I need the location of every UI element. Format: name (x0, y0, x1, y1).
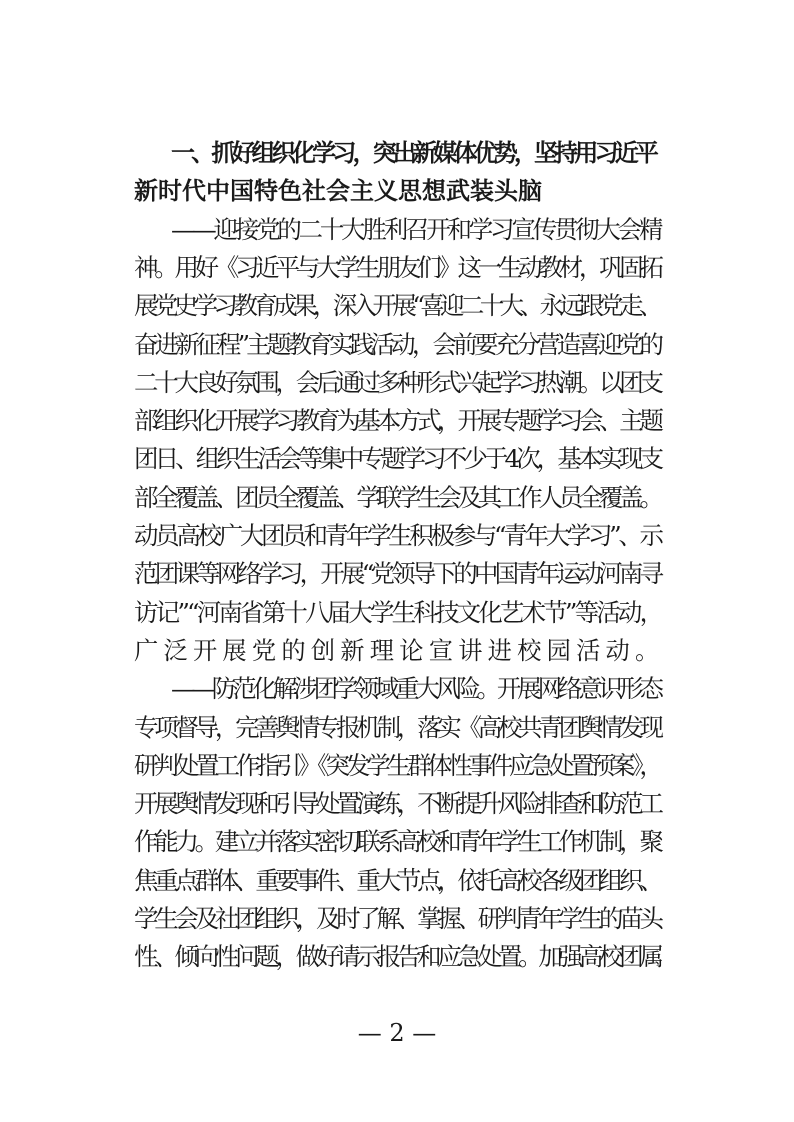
paragraph-line: ——防范化解涉团学领域重大风险。开展网络意识形态 (171, 674, 660, 703)
paragraph-line: ——迎接党的二十大胜利召开和学习宣传贯彻大会精 (171, 215, 661, 244)
paragraph-line: 广泛开展党的创新理论宣讲进校园活动。 (134, 636, 665, 665)
heading-line: 一、抓好组织化学习，突出新媒体优势，坚持用习近平 (171, 139, 656, 167)
paragraph-line: 专项督导，完善舆情专报机制，落实《高校共青团舆情发现 (134, 713, 660, 742)
paragraph-line: 焦重点群体、重要事件、重大节点，依托高校各级团组织、 (134, 866, 660, 895)
paragraph-line: 二十大良好氛围，会后通过多种形式兴起学习热潮。以团支 (134, 368, 660, 397)
paragraph-line: 范团课等网络学习，开展“党领导下的中国青年运动河南寻 (134, 559, 661, 588)
paragraph-line: 神。用好《习近平与大学生朋友们》这一生动教材，巩固拓 (134, 253, 660, 282)
paragraph-line: 奋进新征程”主题教育实践活动，会前要充分营造喜迎党的 (134, 330, 661, 359)
paragraph-line: 访记”“河南省第十八届大学生科技文化艺术节”等活动， (134, 598, 662, 627)
paragraph-line: 团日、组织生活会等集中专题学习不少于4次，基本实现支 (134, 444, 661, 473)
paragraph-line: 展党史学习教育成果，深入开展“喜迎二十大、永远跟党走、 (134, 291, 659, 320)
paragraph-line: 动员高校广大团员和青年学生积极参与“青年大学习”、示 (134, 521, 661, 550)
heading-line: 新时代中国特色社会主义思想武装头脑 (134, 177, 542, 205)
paragraph-line: 开展舆情发现和引导处置演练，不断提升风险排查和防范工 (134, 789, 660, 818)
page-number: — 2 — (357, 1019, 437, 1047)
paragraph-line: 部全覆盖、团员全覆盖、学联学生会及其工作人员全覆盖。 (134, 483, 660, 512)
paragraph-line: 学生会及社团组织，及时了解、掌握、研判青年学生的苗头 (134, 904, 660, 933)
paragraph-line: 作能力。建立并落实密切联系高校和青年学生工作机制，聚 (134, 827, 660, 856)
paragraph-line: 性、倾向性问题，做好请示报告和应急处置。加强高校团属 (134, 942, 660, 971)
paragraph-line: 研判处置工作指引》《突发学生群体性事件应急处置预案》， (134, 751, 660, 780)
paragraph-line: 部组织化开展学习教育为基本方式，开展专题学习会、主题 (134, 406, 660, 435)
